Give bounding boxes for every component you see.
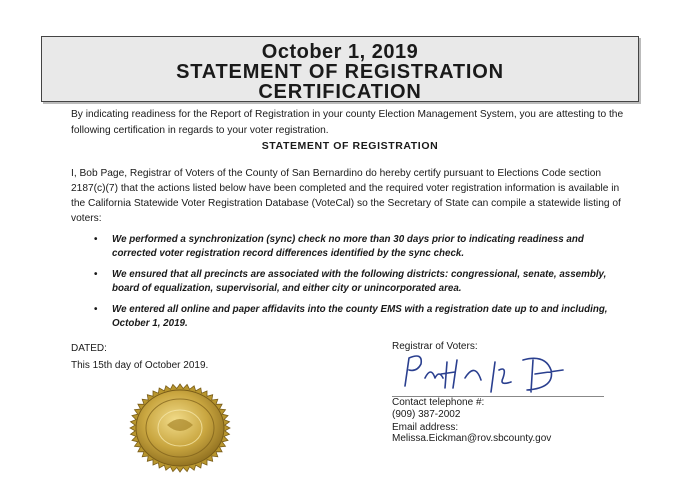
bullet-icon: • bbox=[94, 304, 98, 315]
header-date: October 1, 2019 bbox=[261, 41, 419, 63]
list-item-text: We entered all online and paper affidavits into the county EMS with a registration date up to and including, October 1, 2019. bbox=[112, 304, 608, 329]
attestation-list bbox=[94, 233, 614, 338]
intro-paragraph: By indicating readiness for the Report of Registration in your county Election Management System, you are attesting to the following certification in regards to your voter registration. bbox=[71, 109, 624, 136]
list-item bbox=[94, 268, 614, 296]
section-heading: STATEMENT OF REGISTRATION bbox=[261, 140, 439, 152]
dated-value: This 15th day of October 2019. bbox=[71, 360, 209, 371]
contact-phone: (909) 387-2002 bbox=[392, 409, 461, 420]
email-address: Melissa.Eickman@rov.sbcounty.gov bbox=[392, 433, 552, 444]
contact-label: Contact telephone #: bbox=[392, 397, 485, 408]
list-item-text: We ensured that all precincts are associated with the following districts: congressional, senate, assembly, board of equalization, supervisorial, and either city or unincorporated area. bbox=[112, 269, 607, 294]
list-item bbox=[94, 233, 614, 261]
county-seal-icon bbox=[119, 377, 241, 480]
bullet-icon: • bbox=[94, 234, 98, 245]
email-label: Email address: bbox=[392, 422, 459, 433]
bullet-icon: • bbox=[94, 269, 98, 280]
dated-label: DATED: bbox=[71, 343, 107, 354]
header-title-line2: CERTIFICATION bbox=[258, 81, 422, 103]
list-item-text: We performed a synchronization (sync) check no more than 30 days prior to indicating readiness and corrected voter registration record differences identified by the sync check. bbox=[112, 234, 584, 259]
list-item bbox=[94, 303, 614, 331]
signature-icon bbox=[395, 348, 595, 398]
certification-paragraph: I, Bob Page, Registrar of Voters of the County of San Bernardino do hereby certify pursuant to Elections Code section 2187(c)(7) that the actions listed below have been completed and the required voter registration information is available in the California Statewide Voter Registration Database (VoteCal) so the Secretary of State can compile a statewide listing of voters: bbox=[71, 168, 621, 224]
header-title-line1: STATEMENT OF REGISTRATION bbox=[176, 61, 504, 83]
registrar-label: Registrar of Voters: bbox=[392, 341, 478, 352]
header-box bbox=[41, 36, 639, 102]
